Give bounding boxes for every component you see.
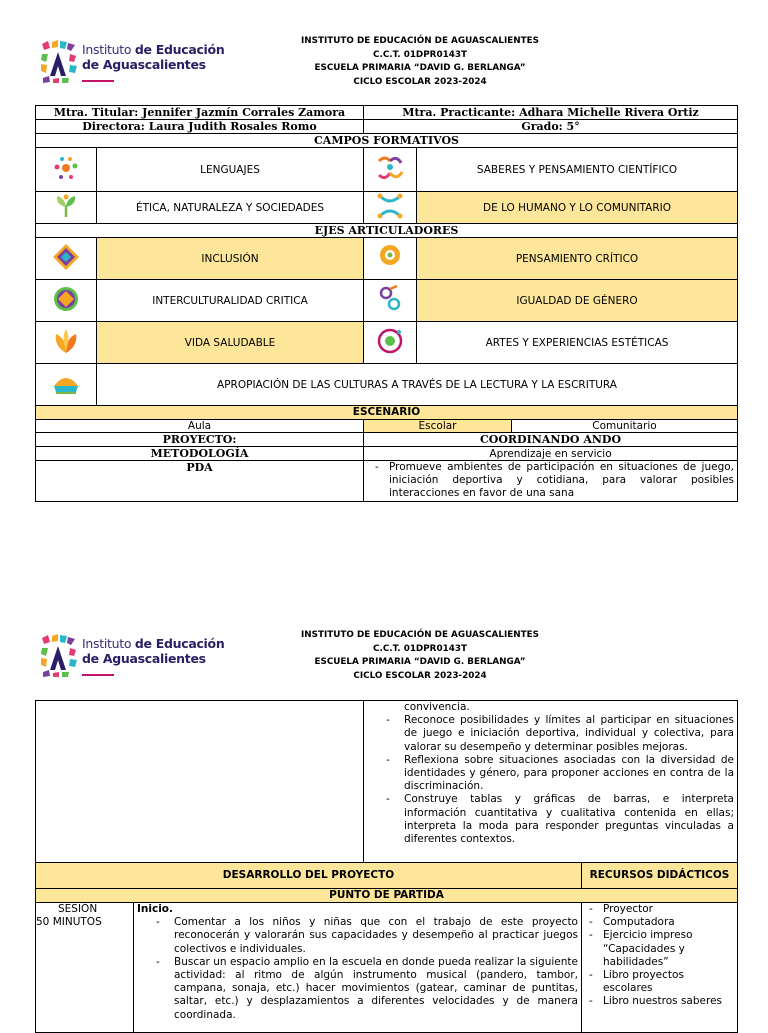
titular-cell: Mtra. Titular: Jennifer Jazmín Corrales Zamora [36, 106, 364, 120]
artes-icon-cell [364, 322, 417, 364]
pda-item: - Reconoce posibilidades y límites al participar en situaciones de juego e iniciación deportiva, individual y colectiva, para valorar su desempeño y determinar posibles mejoras. [367, 714, 734, 754]
escenario-title: ESCENARIO [36, 406, 738, 420]
humano-icon-cell [364, 192, 417, 224]
practicante-cell: Mtra. Practicante: Adhara Michelle Rivera Ortiz [364, 106, 738, 120]
eje-lectura: APROPIACIÓN DE LAS CULTURAS A TRAVÉS DE LA LECTURA Y LA ESCRITURA [97, 364, 738, 406]
recursos-list [582, 903, 738, 1033]
metodologia-value: Aprendizaje en servicio [364, 447, 738, 461]
pda-content-page1 [364, 461, 738, 502]
igualdad-genero-icon [375, 284, 405, 314]
eje-igualdad: IGUALDAD DE GÉNERO [417, 280, 738, 322]
header-line: C.C.T. 01DPR0143T [373, 643, 467, 654]
pda-label: PDA [36, 461, 364, 502]
header-line: INSTITUTO DE EDUCACIÓN DE AGUASCALIENTES [301, 630, 539, 640]
header-line: CICLO ESCOLAR 2023-2024 [353, 76, 487, 87]
eje-vida-saludable: VIDA SALUDABLE [97, 322, 364, 364]
pda-item: - Promueve ambientes de participación en situaciones de juego, iniciación deportiva y cotidiana, para valorar posibles interacciones en favor de una sana [367, 461, 734, 501]
pda-label-continued [36, 701, 364, 863]
lenguajes-icon [51, 155, 81, 181]
escenario-comunitario: Comunitario [512, 420, 738, 433]
interculturalidad-icon-cell [36, 280, 97, 322]
proyecto-value: COORDINANDO ANDO [364, 433, 738, 447]
logo-text-line1: Instituto de Educación [82, 42, 225, 57]
saberes-icon-cell [364, 148, 417, 192]
logo-accent-bar [82, 674, 114, 676]
header-line: ESCUELA PRIMARIA “DAVID G. BERLANGA” [314, 657, 526, 667]
recurso-item: - Computadora [585, 916, 734, 929]
lectura-icon-cell [36, 364, 97, 406]
document-header [250, 35, 590, 89]
recursos-title: RECURSOS DIDÁCTICOS [582, 863, 738, 889]
vida-saludable-icon [51, 326, 81, 356]
campo-etica: ÉTICA, NATURALEZA Y SOCIEDADES [97, 192, 364, 224]
campos-title: CAMPOS FORMATIVOS [36, 134, 738, 148]
logo-text-line1: Instituto de Educación [82, 636, 225, 651]
saberes-icon [373, 153, 407, 183]
logo-mark-icon [40, 40, 80, 84]
logo-text-line2: de Aguascalientes [82, 651, 206, 666]
campo-lenguajes: LENGUAJES [97, 148, 364, 192]
eje-interculturalidad: INTERCULTURALIDAD CRITICA [97, 280, 364, 322]
planning-table [35, 105, 738, 502]
header-line: C.C.T. 01DPR0143T [373, 49, 467, 60]
eje-artes: ARTES Y EXPERIENCIAS ESTÉTICAS [417, 322, 738, 364]
session-duration: 50 MINUTOS [36, 916, 102, 928]
campo-saberes: SABERES Y PENSAMIENTO CIENTÍFICO [417, 148, 738, 192]
planning-table-continued [35, 700, 738, 1033]
lenguajes-icon-cell [36, 148, 97, 192]
metodologia-label: METODOLOGÍA [36, 447, 364, 461]
pda-content-page2 [364, 701, 738, 863]
escenario-aula: Aula [36, 420, 364, 433]
desarrollo-title: DESARROLLO DEL PROYECTO [36, 863, 582, 889]
directora-cell: Directora: Laura Judith Rosales Romo [36, 120, 364, 134]
inicio-content [134, 903, 582, 1033]
activity-item: - Comentar a los niños y niñas que con el trabajo de este proyecto reconocerán y valorarán sus capacidades y desempeño al practicar juegos colectivos e individuales. [137, 916, 578, 956]
igualdad-icon-cell [364, 280, 417, 322]
header-line: CICLO ESCOLAR 2023-2024 [353, 670, 487, 681]
eje-pensamiento: PENSAMIENTO CRÍTICO [417, 238, 738, 280]
header-line: ESCUELA PRIMARIA “DAVID G. BERLANGA” [314, 63, 526, 73]
logo-text-line2: de Aguascalientes [82, 57, 206, 72]
campo-humano: DE LO HUMANO Y LO COMUNITARIO [417, 192, 738, 224]
recurso-item: - Libro proyectos escolares [585, 969, 734, 995]
inicio-heading: Inicio. [137, 903, 174, 915]
punto-partida-title: PUNTO DE PARTIDA [36, 889, 738, 903]
artes-icon [375, 326, 405, 356]
etica-icon-cell [36, 192, 97, 224]
grado-cell: Grado: 5° [364, 120, 738, 134]
interculturalidad-icon [51, 284, 81, 314]
session-cell [36, 903, 134, 1033]
page-2 [0, 600, 768, 1024]
escenario-escolar: Escolar [364, 420, 512, 433]
institute-logo [40, 40, 225, 92]
vida-saludable-icon-cell [36, 322, 97, 364]
proyecto-label: PROYECTO: [36, 433, 364, 447]
document-header [250, 629, 590, 683]
logo-mark-icon [40, 634, 80, 678]
recurso-item: - Libro nuestros saberes [585, 995, 734, 1008]
logo-accent-bar [82, 80, 114, 82]
pda-item: - Reflexiona sobre situaciones asociadas con la diversidad de identidades y género, para proponer acciones en contra de la discriminación. [367, 754, 734, 794]
recurso-item: - Proyector [585, 903, 734, 916]
pensamiento-icon-cell [364, 238, 417, 280]
lectura-escritura-icon [51, 370, 81, 396]
institute-logo [40, 634, 225, 686]
pensamiento-critico-icon [375, 242, 405, 272]
inclusion-icon-cell [36, 238, 97, 280]
recurso-item: - Ejercicio impreso “Capacidades y habilidades” [585, 929, 734, 969]
pda-item: - Construye tablas y gráficas de barras, e interpreta información cuantitativa y cualitativa contenida en ellas; interpreta la moda para responder preguntas vinculadas a diferentes contextos. [367, 793, 734, 846]
pda-item-continued: convivencia. [404, 701, 470, 713]
session-label: SESIÓN [58, 903, 98, 915]
header-line: INSTITUTO DE EDUCACIÓN DE AGUASCALIENTES [301, 36, 539, 46]
ejes-title: EJES ARTICULADORES [36, 224, 738, 238]
etica-icon [52, 193, 80, 219]
humano-icon [375, 192, 405, 220]
inclusion-icon [51, 242, 81, 272]
eje-inclusion: INCLUSIÓN [97, 238, 364, 280]
activity-item: - Buscar un espacio amplio en la escuela en donde pueda realizar la siguiente actividad: al ritmo de algún instrumento musical (pandero, tambor, campana, sonaja, etc.) hacer movimientos (gatear, caminar de puntitas, saltar, etc.) y desplazamientos a diferentes velocidades y de manera coordinada. [137, 956, 578, 1022]
